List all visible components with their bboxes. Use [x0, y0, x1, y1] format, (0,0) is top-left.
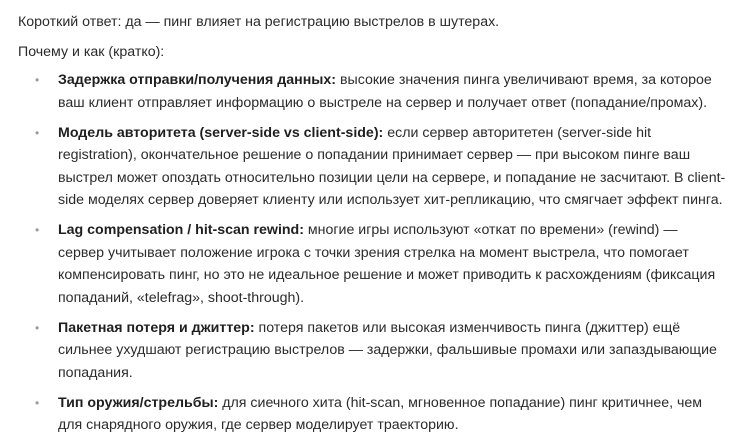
answer-lead: Почему и как (кратко): — [18, 43, 165, 60]
bullet-icon: • — [35, 395, 40, 410]
item-term: Тип оружия/стрельбы: — [58, 394, 219, 411]
bullet-icon: • — [35, 73, 40, 87]
item-text: если сервер авторитетен (server-side hit registration), окончательное решение о попадании принимает сервер — при высоком пинге ваш выстрел может опоздать относительно позиции цели на сервере, и попадание не засчитают. В client-side моделях сервер доверяет клиенту или использует хит-репликацию, что смягчает эффект пинга. — [58, 124, 726, 208]
list-item — [35, 69, 726, 114]
list-item — [35, 219, 726, 309]
item-text: многие игры используют «откат по времени» (rewind) — сервер учитывает положение игрока с точки зрения стрелка на момент выстрела, что помогает компенсировать пинг, но это не идеальное решение и может приводить к расхождениям (фиксация попаданий, «telefrag», shoot-through). — [58, 222, 716, 306]
list-item — [35, 392, 726, 437]
list-item — [35, 317, 726, 385]
item-text: высокие значения пинга увеличивают время, за которое ваш клиент отправляет информацию о выстреле на сервер и получает ответ (попадание/промах). — [58, 72, 712, 111]
item-term: Lag compensation / hit-scan rewind: — [58, 222, 304, 238]
bullet-icon: • — [35, 320, 40, 335]
item-text: для сиечного хита (hit-scan, мгновенное попадание) пинг критичнее, чем для снарядного оружия, где сервер моделирует траекторию. — [58, 394, 703, 433]
item-term: Задержка отправки/получения данных: — [58, 72, 337, 88]
list-item — [35, 122, 726, 212]
answer-intro: Короткий ответ: да — пинг влияет на регистрацию выстрелов в шутерах. — [18, 14, 500, 30]
bullet-icon: • — [35, 125, 40, 140]
bullet-icon: • — [35, 223, 40, 237]
item-term: Модель авторитета (server-side vs client-side): — [58, 124, 384, 141]
item-text: потеря пакетов или высокая изменчивость пинга (джиттер) ещё сильнее ухудшают регистрацию выстрелов — задержки, фальшивые промахи или запаздывающие попадания. — [58, 319, 717, 381]
item-term: Пакетная потеря и джиттер: — [58, 319, 255, 336]
reason-list — [18, 69, 726, 437]
